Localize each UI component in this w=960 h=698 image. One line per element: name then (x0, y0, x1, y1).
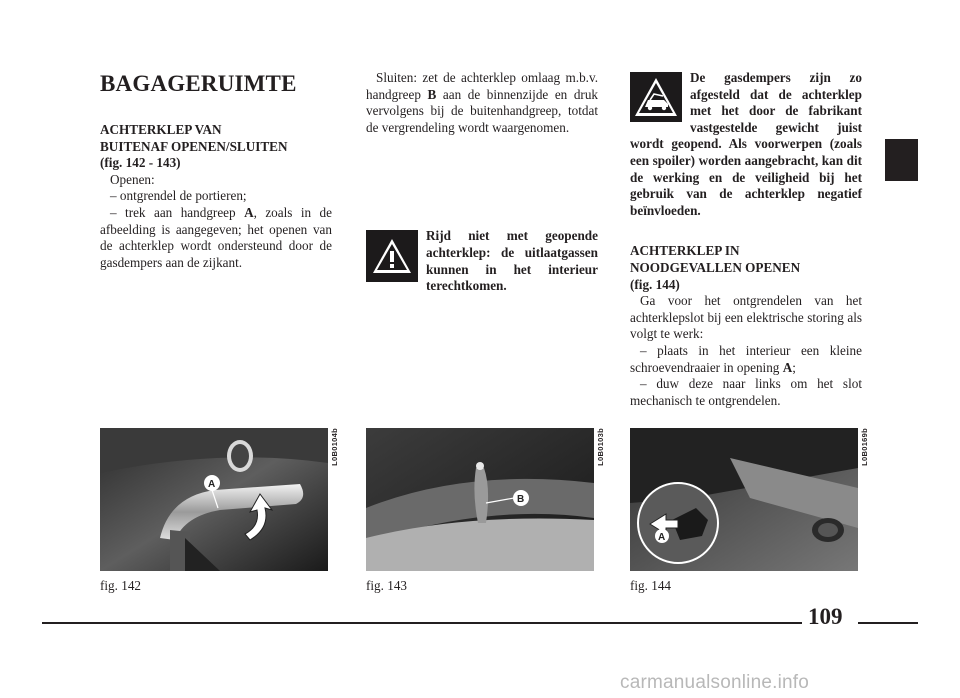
figure-144-emergency-release-photo (630, 428, 858, 571)
text-span-bold: B (427, 86, 437, 102)
text-span-bold: A (244, 204, 254, 220)
figure-code: L0B0103b (596, 428, 605, 466)
callout-label: A (658, 532, 666, 543)
paragraph-step-handle (100, 205, 332, 271)
text-span-bold: A (782, 359, 793, 375)
section-heading-exterior-open (100, 122, 332, 172)
car-tailgate-info-icon (630, 72, 682, 122)
figure-caption: fig. 144 (630, 578, 672, 593)
figure-143-interior-handle-photo (366, 428, 594, 571)
warning-triangle-icon (366, 230, 418, 282)
warning-text: Rijd niet met geopende achterklep: de uitlaatgassen kunnen in het interieur terechtkomen. (426, 228, 598, 294)
figure-code: L0B0169b (860, 428, 869, 466)
paragraph-emergency-step1 (630, 343, 862, 376)
paragraph-close (366, 70, 598, 136)
figure-caption: fig. 143 (366, 578, 408, 593)
paragraph-emergency-step2: – duw deze naar links om het slot mechanisch te ontgrendelen. (630, 376, 862, 408)
column-left (100, 70, 332, 271)
info-block (630, 70, 862, 219)
text-span: – plaats in het interieur een kleine schroevendraaier in opening (630, 342, 862, 375)
text-span: – trek aan handgreep (110, 204, 245, 220)
figure-code: L0B0104b (330, 428, 339, 466)
section-heading-emergency-open (630, 243, 862, 293)
heading-line: ACHTERKLEP VAN (100, 122, 222, 137)
heading-line: NOODGEVALLEN OPENEN (630, 259, 801, 275)
figure-142-tailgate-handle-photo (100, 428, 328, 571)
info-text: De gasdempers zijn zo afgesteld dat de achterklep met het door de fabrikant vastgestelde gewicht juist wordt geopend. Als voorwerpen (zoals een spoiler) worden aangebracht, kan dit de werking en de veiligheid bij het gebruik van de achterklep negatief beïnvloeden. (630, 70, 862, 218)
callout-label: B (517, 494, 525, 505)
text-span: , zoals in de afbeelding is aangegeven; het openen van de achterklep wordt ondersteund door de gasdempers aan de zijkant. (100, 204, 332, 270)
paragraph-open-label: Openen: (110, 171, 155, 187)
footer-rule-left (42, 622, 802, 624)
section-tab-marker (885, 139, 918, 181)
figure-caption: fig. 142 (100, 578, 142, 593)
text-span: aan de binnenzijde en druk vervolgens bij de buitenhandgreep, totdat de vergrendeling wordt waargenomen. (366, 86, 599, 135)
footer-rule-right (858, 622, 918, 624)
column-middle (366, 70, 598, 295)
text-span: ; (792, 359, 796, 375)
callout-label: A (208, 479, 216, 490)
heading-line: ACHTERKLEP IN (630, 243, 740, 259)
page-number: 109 (808, 604, 843, 629)
heading-line: (fig. 142 - 143) (100, 155, 181, 171)
text-span: Sluiten: zet de achterklep omlaag m.b.v. handgreep (366, 70, 598, 102)
paragraph-emergency-intro: Ga voor het ontgrendelen van het achterklepslot bij een elektrische storing als volgt te werk: (630, 293, 862, 342)
column-right (630, 70, 862, 409)
heading-line: (fig. 144) (630, 276, 680, 292)
page-title: BAGAGERUIMTE (100, 71, 297, 96)
watermark-text: carmanualsonline.info (620, 672, 810, 693)
paragraph-step-unlock: – ontgrendel de portieren; (110, 188, 247, 204)
heading-line: BUITENAF OPENEN/SLUITEN (100, 138, 288, 154)
warning-block (366, 228, 598, 294)
